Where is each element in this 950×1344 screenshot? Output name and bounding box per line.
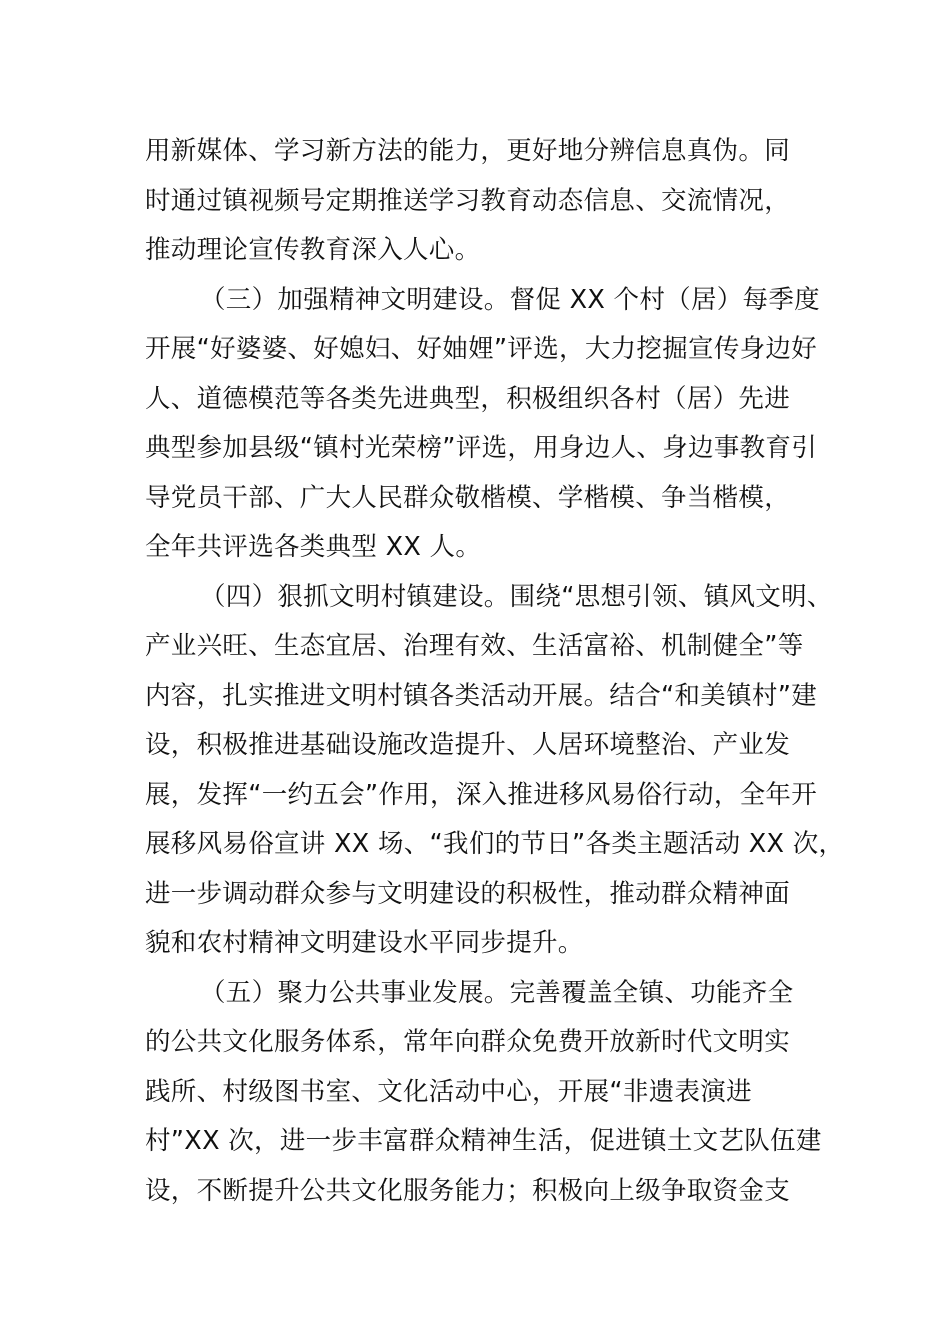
text-line: 设，积极推进基础设施改造提升、人居环境整治、产业发 <box>145 730 791 760</box>
text-line: （四）狠抓文明村镇建设。围绕“思想引领、镇风文明、 <box>200 581 833 612</box>
text-line: 进一步调动群众参与文明建设的积极性，推动群众精神面 <box>145 878 791 909</box>
text-line: 内容，扎实推进文明村镇各类活动开展。结合“和美镇村”建 <box>145 680 818 711</box>
text-line: 展移风易俗宣讲 XX 场、“我们的节日”各类主题活动 XX 次， <box>145 829 845 859</box>
text-line: 村”XX 次，进一步丰富群众精神生活，促进镇土文艺队伍建 <box>145 1126 822 1156</box>
paragraph-continuation <box>145 127 807 276</box>
paragraph-section-4 <box>145 573 845 969</box>
text-line: 展，发挥“一约五会”作用，深入推进移风易俗行动，全年开 <box>145 779 818 810</box>
paragraph-section-5 <box>145 969 822 1217</box>
text-line: 推动理论宣传教育深入人心。 <box>145 235 481 265</box>
text-line: （五）聚力公共事业发展。完善覆盖全镇、功能齐全 <box>200 977 794 1008</box>
text-line: 人、道德模范等各类先进典型，积极组织各村（居）先进 <box>145 383 791 414</box>
text-line: 典型参加县级“镇村光荣榜”评选，用身边人、身边事教育引 <box>145 433 818 463</box>
text-line: 践所、村级图书室、文化活动中心，开展“非遗表演进 <box>145 1076 752 1107</box>
text-line: 用新媒体、学习新方法的能力，更好地分辨信息真伪。同 <box>145 136 791 166</box>
text-line: 全年共评选各类典型 XX 人。 <box>145 532 482 562</box>
text-line: （三）加强精神文明建设。督促 XX 个村（居）每季度 <box>200 284 820 315</box>
text-line: 设，不断提升公共文化服务能力；积极向上级争取资金支 <box>145 1175 791 1206</box>
text-line: 的公共文化服务体系，常年向群众免费开放新时代文明实 <box>145 1027 791 1057</box>
text-line: 貌和农村精神文明建设水平同步提升。 <box>145 928 584 958</box>
text-line: 导党员干部、广大人民群众敬楷模、学楷模、争当楷模， <box>145 482 791 513</box>
text-line: 时通过镇视频号定期推送学习教育动态信息、交流情况， <box>145 185 791 216</box>
document-body <box>145 127 845 1216</box>
text-line: 产业兴旺、生态宜居、治理有效、生活富裕、机制健全”等 <box>145 631 804 661</box>
paragraph-section-3 <box>145 276 820 573</box>
text-line: 开展“好婆婆、好媳妇、好妯娌”评选，大力挖掘宣传身边好 <box>145 334 818 364</box>
